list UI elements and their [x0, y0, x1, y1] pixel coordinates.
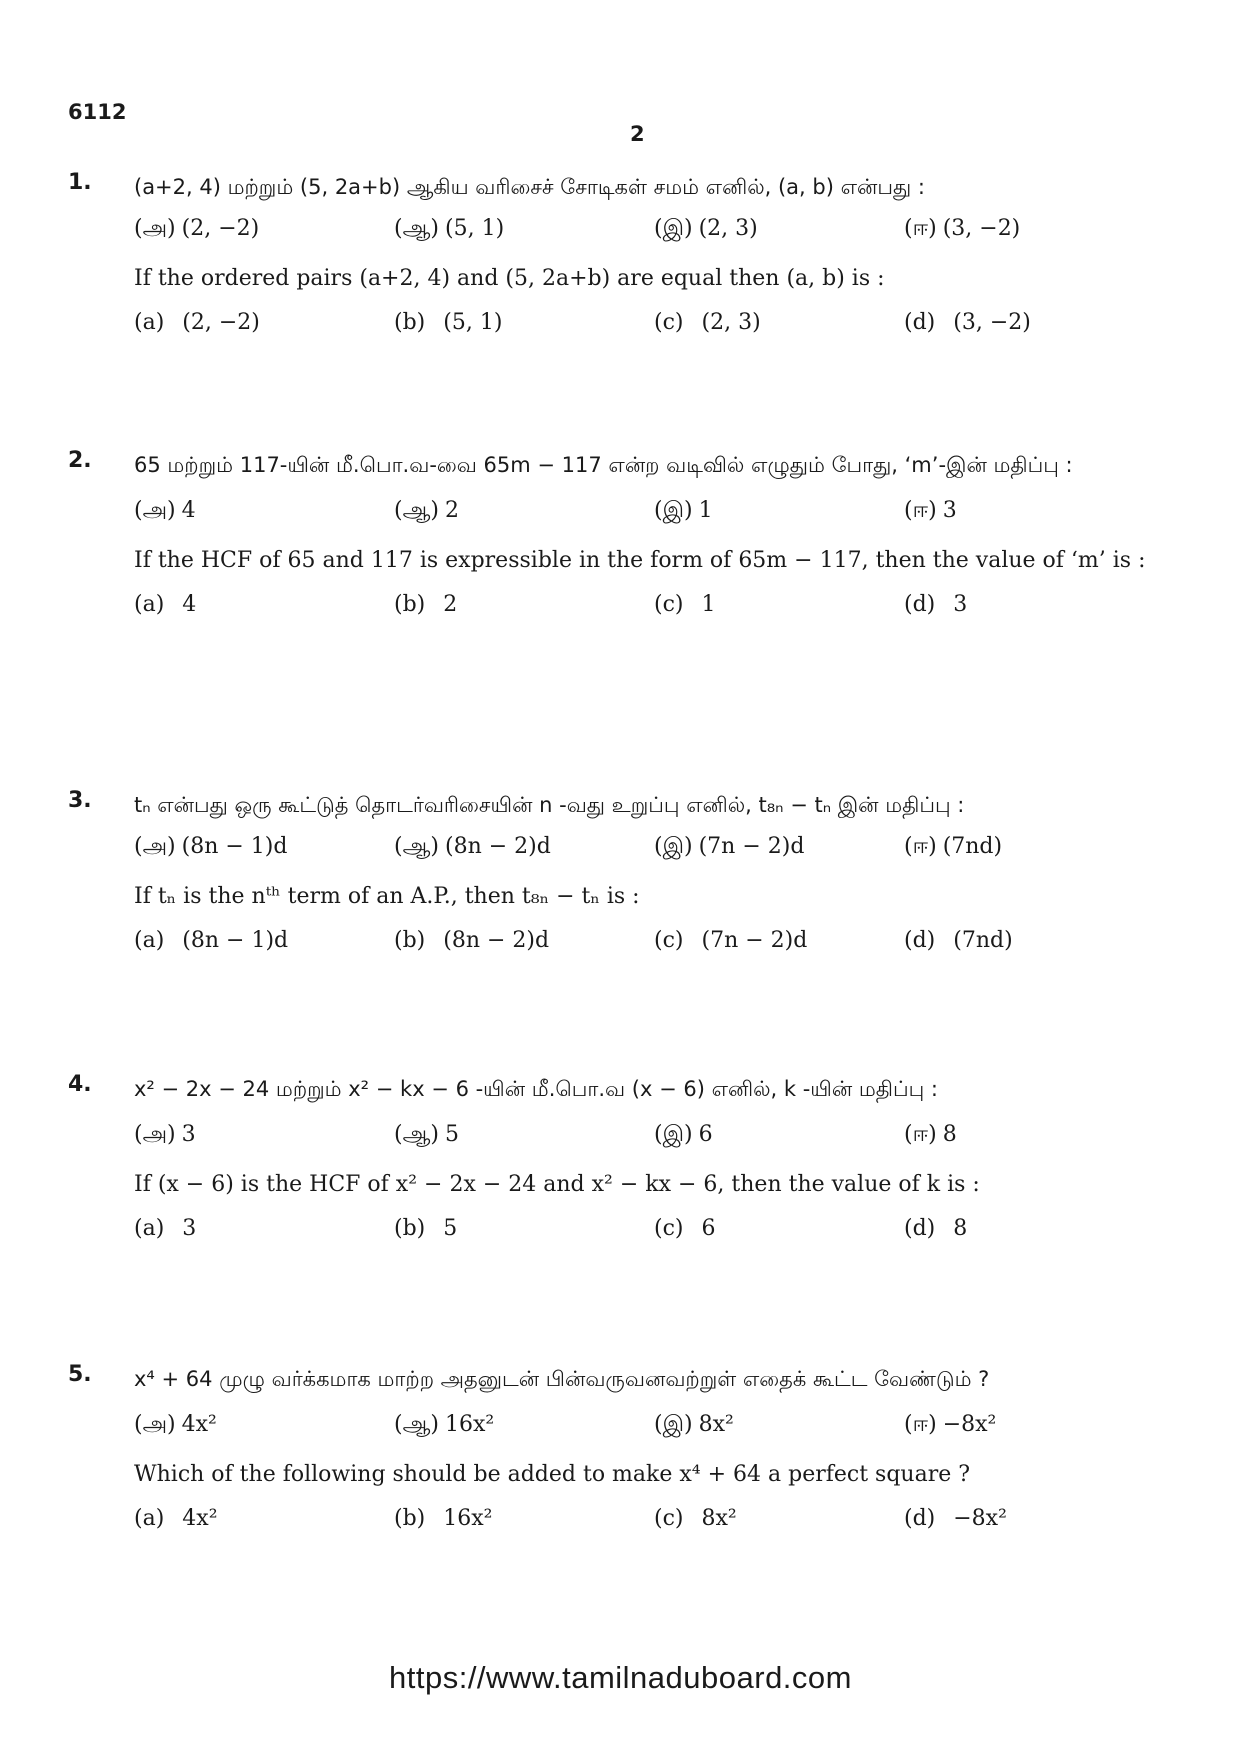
option-c: (c) 8x² [654, 1506, 737, 1531]
option-a: (a) 4 [134, 592, 197, 617]
options-english [134, 310, 1188, 346]
options-english [134, 928, 1188, 964]
option-a-tamil: (அ) (2, −2) [134, 216, 260, 241]
option-c-tamil: (இ) 1 [654, 498, 713, 523]
option-b-tamil: (ஆ) 16x² [394, 1412, 495, 1437]
option-d: (d) (3, −2) [904, 310, 1031, 335]
option-d: (d) −8x² [904, 1506, 1007, 1531]
option-d: (d) 8 [904, 1216, 968, 1241]
option-c: (c) (7n − 2)d [654, 928, 808, 953]
option-b: (b) 16x² [394, 1506, 493, 1531]
options-tamil [134, 498, 1188, 534]
footer-url[interactable]: https://www.tamilnaduboard.com [389, 1660, 852, 1695]
question-text-tamil: x⁴ + 64 முழு வர்க்கமாக மாற்ற அதனுடன் பின்வருவனவற்றுள் எதைக் கூட்ட வேண்டும் ? [134, 1367, 990, 1391]
paper-code: 6112 [68, 100, 127, 124]
question-number: 4. [68, 1072, 92, 1097]
option-b-tamil: (ஆ) (5, 1) [394, 216, 505, 241]
option-c-tamil: (இ) 8x² [654, 1412, 734, 1437]
option-b-tamil: (ஆ) (8n − 2)d [394, 834, 551, 859]
option-a-tamil: (அ) 4 [134, 498, 196, 523]
option-b-tamil: (ஆ) 5 [394, 1122, 459, 1147]
option-d-tamil: (ஈ) 8 [904, 1122, 957, 1147]
question-number: 3. [68, 788, 92, 813]
option-a-tamil: (அ) 3 [134, 1122, 196, 1147]
option-d-tamil: (ஈ) (7nd) [904, 834, 1003, 859]
option-c-tamil: (இ) 6 [654, 1122, 713, 1147]
option-a: (a) 4x² [134, 1506, 218, 1531]
option-b: (b) (8n − 2)d [394, 928, 550, 953]
option-b-tamil: (ஆ) 2 [394, 498, 459, 523]
option-b: (b) 5 [394, 1216, 458, 1241]
options-tamil [134, 1412, 1188, 1448]
options-english [134, 1216, 1188, 1252]
option-d: (d) (7nd) [904, 928, 1013, 953]
option-a: (a) (8n − 1)d [134, 928, 289, 953]
option-d-tamil: (ஈ) 3 [904, 498, 957, 523]
question-text-english: If tₙ is the nᵗʰ term of an A.P., then t₈ₙ − tₙ is : [134, 884, 640, 909]
option-a: (a) 3 [134, 1216, 197, 1241]
options-tamil [134, 1122, 1188, 1158]
question-text-tamil: (a+2, 4) மற்றும் (5, 2a+b) ஆகிய வரிசைச் சோடிகள் சமம் எனில், (a, b) என்பது : [134, 175, 925, 199]
options-tamil [134, 834, 1188, 870]
option-c-tamil: (இ) (2, 3) [654, 216, 758, 241]
options-english [134, 592, 1188, 628]
question-number: 5. [68, 1362, 92, 1387]
option-c: (c) (2, 3) [654, 310, 761, 335]
option-d: (d) 3 [904, 592, 968, 617]
options-tamil [134, 216, 1188, 252]
question-number: 1. [68, 170, 92, 195]
question-text-english: If the HCF of 65 and 117 is expressible in the form of 65m − 117, then the value of ‘m’ is : [134, 548, 1146, 573]
option-d-tamil: (ஈ) −8x² [904, 1412, 997, 1437]
option-b: (b) 2 [394, 592, 458, 617]
option-a: (a) (2, −2) [134, 310, 260, 335]
option-a-tamil: (அ) 4x² [134, 1412, 217, 1437]
question-text-tamil: x² − 2x − 24 மற்றும் x² − kx − 6 -யின் மீ.பொ.வ (x − 6) எனில், k -யின் மதிப்பு : [134, 1077, 939, 1101]
question-text-tamil: tₙ என்பது ஒரு கூட்டுத் தொடர்வரிசையின் n -வது உறுப்பு எனில், t₈ₙ − tₙ இன் மதிப்பு : [134, 793, 965, 817]
question-text-tamil: 65 மற்றும் 117-யின் மீ.பொ.வ-வை 65m − 117 என்ற வடிவில் எழுதும் போது, ‘m’-இன் மதிப்பு : [134, 453, 1073, 477]
option-a-tamil: (அ) (8n − 1)d [134, 834, 288, 859]
question-text-english: If the ordered pairs (a+2, 4) and (5, 2a+b) are equal then (a, b) is : [134, 266, 885, 291]
option-c-tamil: (இ) (7n − 2)d [654, 834, 805, 859]
question-text-english: If (x − 6) is the HCF of x² − 2x − 24 and x² − kx − 6, then the value of k is : [134, 1172, 980, 1197]
option-d-tamil: (ஈ) (3, −2) [904, 216, 1021, 241]
question-number: 2. [68, 448, 92, 473]
question-text-english: Which of the following should be added to make x⁴ + 64 a perfect square ? [134, 1462, 971, 1487]
option-b: (b) (5, 1) [394, 310, 503, 335]
options-english [134, 1506, 1188, 1542]
option-c: (c) 6 [654, 1216, 716, 1241]
option-c: (c) 1 [654, 592, 716, 617]
page-number: 2 [630, 122, 645, 146]
